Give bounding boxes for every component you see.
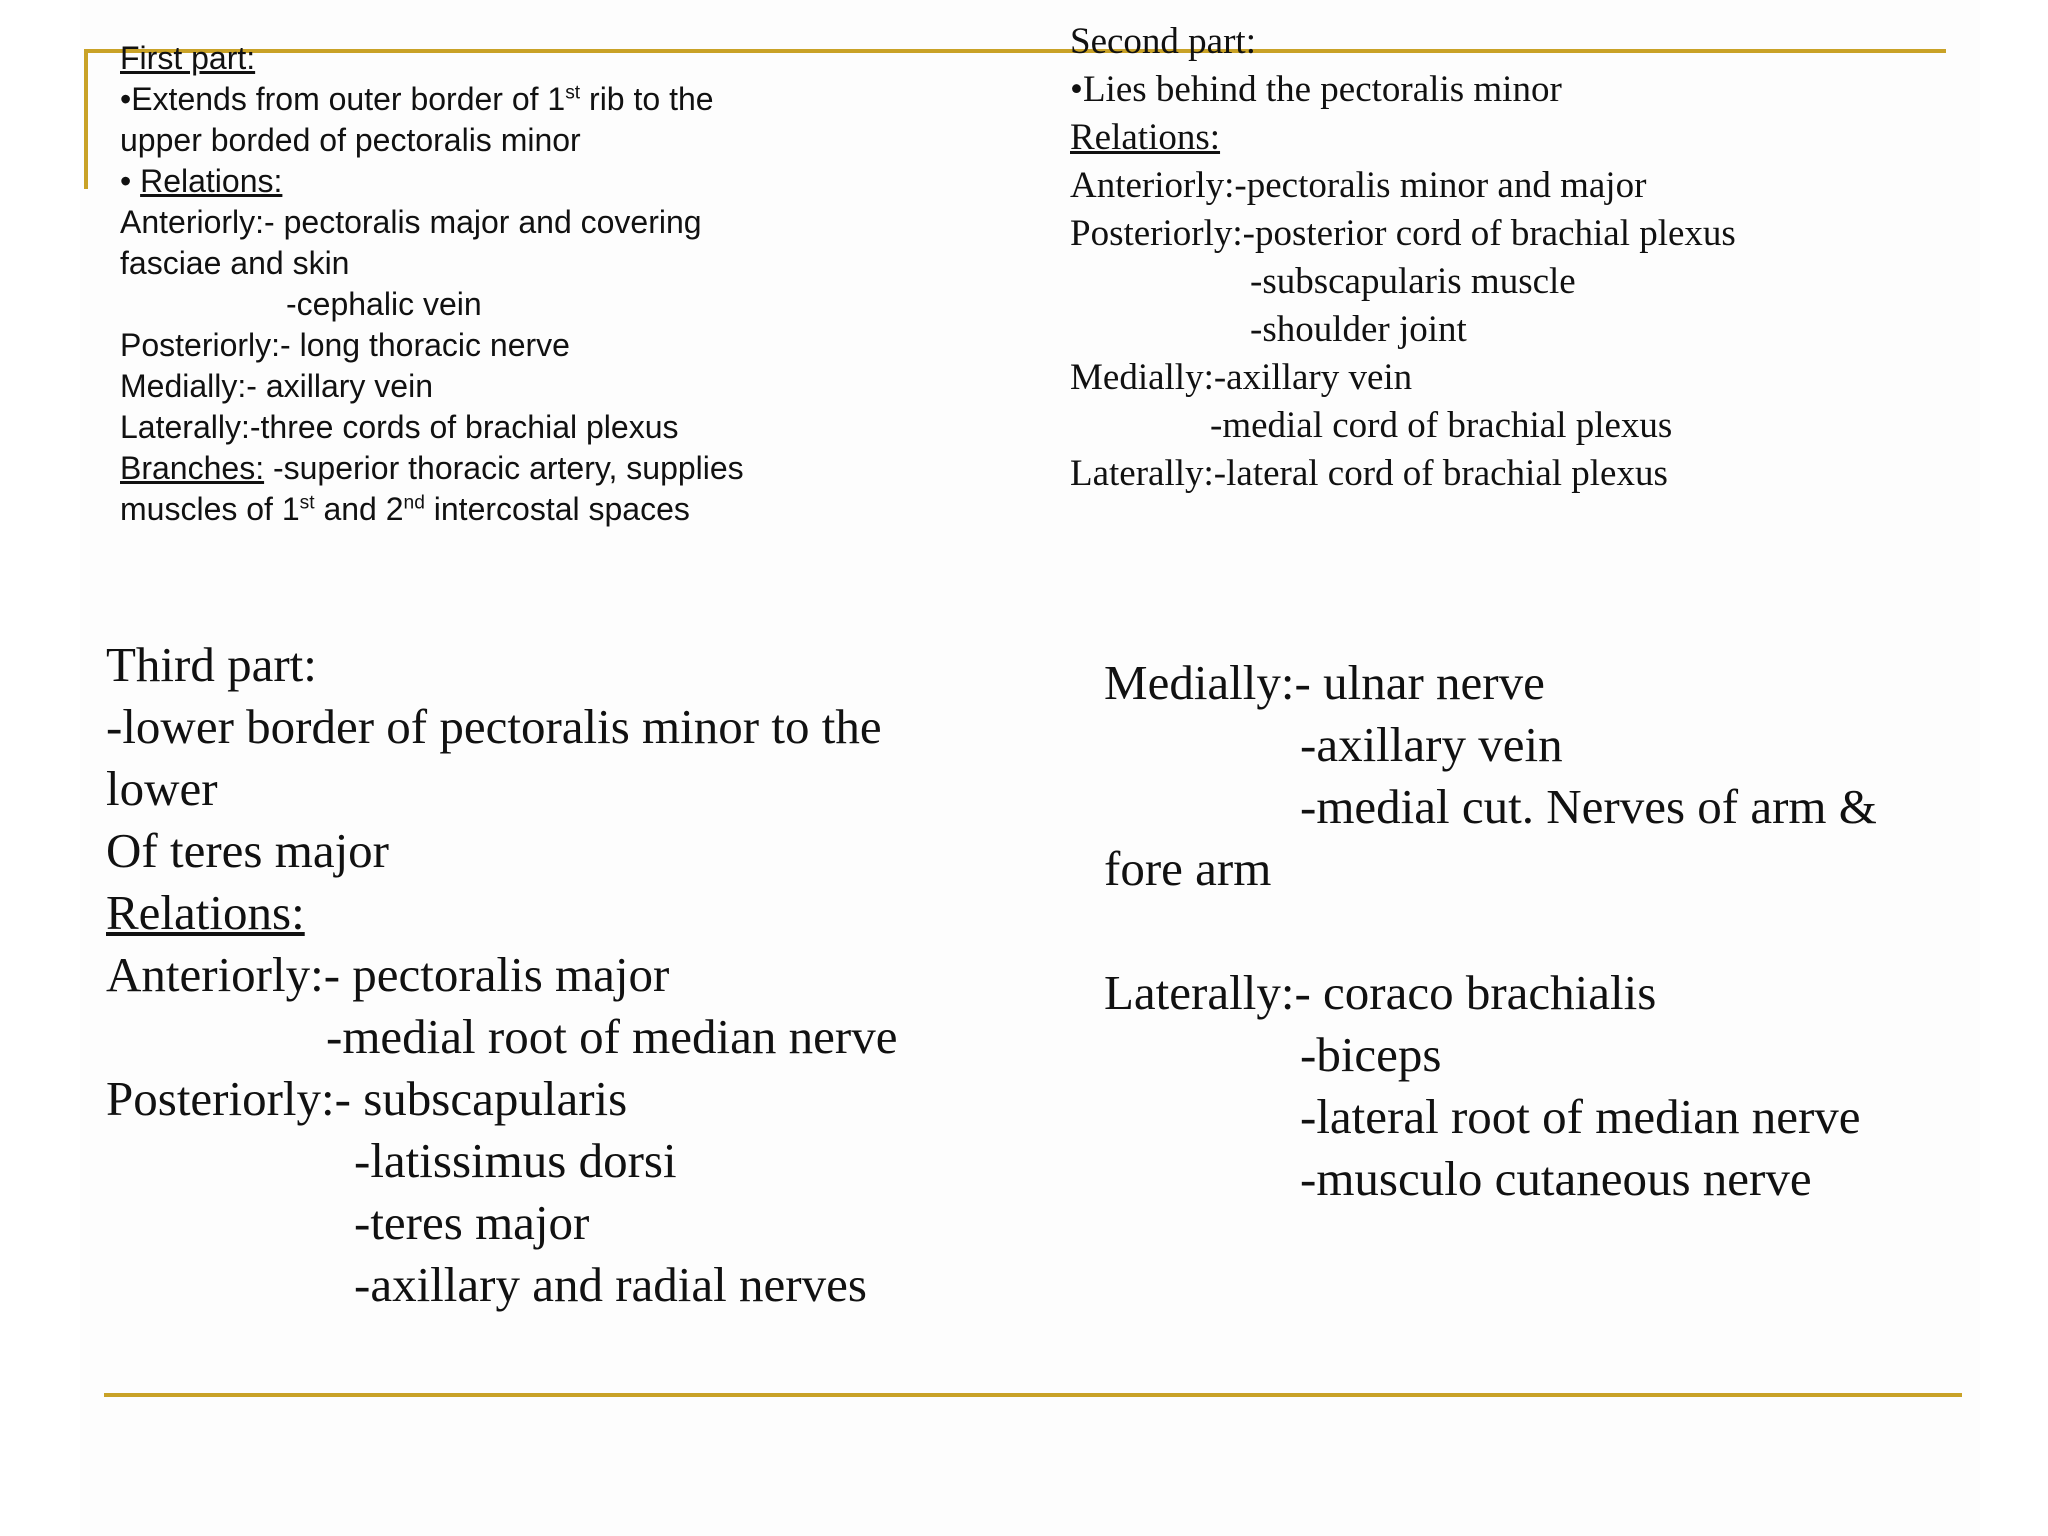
third-part-medially-3: -medial cut. Nerves of arm & xyxy=(1300,779,1877,834)
second-part-posteriorly-3: -shoulder joint xyxy=(1250,309,1467,350)
third-part-extent-2: lower xyxy=(106,761,218,816)
relations-bullet: • xyxy=(120,163,141,199)
third-part-laterally-4: -musculo cutaneous nerve xyxy=(1300,1151,1812,1206)
first-part-extent-2: upper borded of pectoralis minor xyxy=(120,122,581,158)
third-part-medially-4: fore arm xyxy=(1104,841,1272,896)
second-part-posteriorly: Posteriorly:-posterior cord of brachial plexus xyxy=(1070,213,1736,254)
third-part-laterally: Laterally:- coraco brachialis xyxy=(1104,965,1657,1020)
first-part-relations xyxy=(120,161,744,202)
branches-label: Branches: xyxy=(120,450,265,486)
first-part-branches-2 xyxy=(120,489,744,530)
branches-text: -superior thoracic artery, supplies xyxy=(264,450,744,486)
third-part-laterally-3: -lateral root of median nerve xyxy=(1300,1089,1861,1144)
third-part-posteriorly: Posteriorly:- subscapularis xyxy=(106,1071,628,1126)
third-part-extent-3: Of teres major xyxy=(106,823,389,878)
branches-2-end: intercostal spaces xyxy=(424,491,690,527)
first-part-anteriorly-2: fasciae and skin xyxy=(120,245,350,281)
third-part-medially-2: -axillary vein xyxy=(1300,717,1563,772)
third-part-panel xyxy=(106,634,897,1316)
left-rule xyxy=(84,49,88,189)
third-part-anteriorly-2: -medial root of median nerve xyxy=(326,1009,898,1064)
spacer xyxy=(1104,900,1877,962)
second-part-medially: Medially:-axillary vein xyxy=(1070,357,1413,398)
first-part-branches xyxy=(120,448,744,489)
third-part-posteriorly-3: -teres major xyxy=(354,1195,590,1250)
first-part-medially: Medially:- axillary vein xyxy=(120,368,433,404)
branches-sup-2: nd xyxy=(403,492,425,514)
branches-2-mid: and 2 xyxy=(314,491,404,527)
second-part-laterally: Laterally:-lateral cord of brachial plexus xyxy=(1070,453,1668,494)
second-part-title: Second part: xyxy=(1070,21,1256,62)
second-part-medially-2: -medial cord of brachial plexus xyxy=(1210,405,1673,446)
first-part-anteriorly: Anteriorly:- pectoralis major and covering xyxy=(120,204,702,240)
bottom-rule xyxy=(104,1393,1962,1397)
second-part-position: •Lies behind the pectoralis minor xyxy=(1070,69,1562,110)
first-part-posteriorly: Posteriorly:- long thoracic nerve xyxy=(120,327,570,363)
third-part-posteriorly-2: -latissimus dorsi xyxy=(354,1133,677,1188)
first-part-title: First part: xyxy=(120,40,256,76)
third-part-posteriorly-4: -axillary and radial nerves xyxy=(354,1257,867,1312)
second-part-anteriorly: Anteriorly:-pectoralis minor and major xyxy=(1070,165,1647,206)
third-part-relations: Relations: xyxy=(106,885,305,940)
first-part-anteriorly-3: -cephalic vein xyxy=(286,286,482,322)
third-part-extent: -lower border of pectoralis minor to the xyxy=(106,699,882,754)
third-part-laterally-2: -biceps xyxy=(1300,1027,1442,1082)
branches-2-text: muscles of 1 xyxy=(120,491,300,527)
third-part-anteriorly: Anteriorly:- pectoralis major xyxy=(106,947,670,1002)
third-part-title: Third part: xyxy=(106,637,317,692)
second-part-posteriorly-2: -subscapularis muscle xyxy=(1250,261,1576,302)
third-part-continued-panel xyxy=(1104,652,1877,1210)
relations-heading: Relations: xyxy=(140,163,283,199)
second-part-panel xyxy=(1070,18,1736,498)
third-part-medially: Medially:- ulnar nerve xyxy=(1104,655,1545,710)
first-part-extent xyxy=(120,79,744,120)
second-part-relations: Relations: xyxy=(1070,117,1221,158)
extent-sup: st xyxy=(565,82,581,104)
first-part-panel xyxy=(120,38,744,530)
branches-sup-1: st xyxy=(299,492,315,514)
extent-text: •Extends from outer border of 1 xyxy=(120,81,566,117)
first-part-laterally: Laterally:-three cords of brachial plexus xyxy=(120,409,679,445)
extent-text-end: rib to the xyxy=(580,81,714,117)
